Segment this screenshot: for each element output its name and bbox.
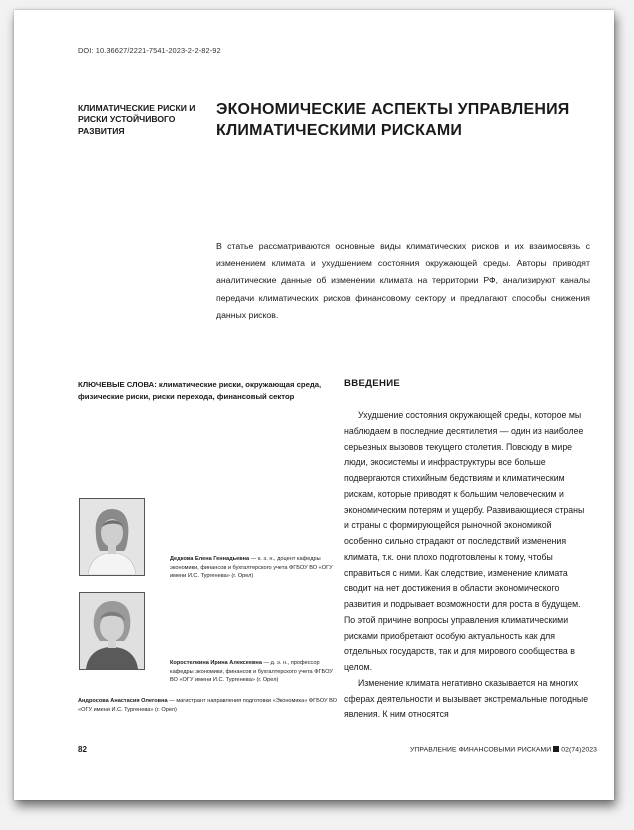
journal-footer	[410, 746, 597, 754]
keywords: КЛЮЧЕВЫЕ СЛОВА: климатические риски, окружающая среда, физические риски, риски перехода, финансовый сектор	[78, 380, 322, 401]
paragraph: Изменение климата негативно сказывается на многих сферах деятельности и вызывает экстремальные погодные явления. К ним относятся	[344, 677, 589, 720]
portrait-icon	[80, 593, 144, 669]
section-heading: ВВЕДЕНИЕ	[344, 378, 401, 389]
square-separator-icon	[553, 746, 559, 752]
author-name: Дедкова Елена Геннадьевна	[170, 556, 250, 562]
author-name: Коростелкина Ирина Алексеевна	[170, 660, 262, 666]
abstract-text: В статье рассматриваются основные виды климатических рисков и их взаимосвязь с изменением климата и ухудшением состояния окружающей среды. Авторы приводят аналитические данные об изменении климата на территории РФ, анализируют каналы передачи климатических рисков финансовому сектору и предлагают способы снижения данных рисков.	[216, 241, 590, 320]
page-number: 82	[78, 745, 87, 754]
journal-name: УПРАВЛЕНИЕ ФИНАНСОВЫМИ РИСКАМИ	[410, 746, 552, 754]
author-photo	[79, 592, 145, 670]
journal-issue: 02(74)2023	[561, 746, 598, 754]
rubric-heading: КЛИМАТИЧЕСКИЕ РИСКИ И РИСКИ УСТОЙЧИВОГО РАЗВИТИЯ	[78, 103, 196, 136]
author-name: Андросова Анастасия Олеговна	[78, 698, 168, 704]
journal-page	[14, 10, 614, 800]
author-details: — магистрант направления подготовки «Экономика» ФГБОУ ВО «ОГУ имени И.С. Тургенева» (г. Орел)	[78, 698, 337, 713]
author-1	[170, 555, 340, 581]
author-details: — д. э. н., профессор кафедры экономики, финансов и бухгалтерского учета ФГБОУ ВО «ОГУ имени И.С. Тургенева» (г. Орел)	[170, 660, 333, 684]
abstract	[216, 238, 590, 324]
doi-line: DOI: 10.36627/2221-7541-2023-2-2-82-92	[78, 46, 221, 55]
article-title: ЭКОНОМИЧЕСКИЕ АСПЕКТЫ УПРАВЛЕНИЯ КЛИМАТИЧЕСКИМИ РИСКАМИ	[216, 101, 570, 139]
intro-text	[344, 408, 590, 723]
portrait-icon	[80, 499, 144, 575]
paragraph: Ухудшение состояния окружающей среды, которое мы наблюдаем в последние десятилетия — один из наиболее серьезных вызовов текущего столетия. Повсюду в мире люди, экосистемы и инфраструктуры все больше подвергаются стихийным бедствиям и климатическим рискам, которые приводят к большим человеческим и экономическим потерям и ущербу. Развивающиеся страны и страны с формирующейся рыночной экономикой особенно сильно страдают от последствий изменения климата, т.к. они плохо подготовлены к тому, чтобы справиться с ними. Как следствие, изменение климата сводит на нет достижения в области экономического развития и подрывает возможности для роста в будущем. По этой причине вопросы управления климатическими рисками приобретают особую актуальность как для отдельных государств, так и для мирового сообщества в целом.	[344, 410, 585, 672]
author-details: — к. э. н., доцент кафедры экономики, финансов и бухгалтерского учета ФГБОУ ВО «ОГУ имени И.С. Тургенева» (г. Орел)	[170, 556, 333, 580]
author-2	[170, 659, 340, 685]
author-photo	[79, 498, 145, 576]
author-3	[78, 697, 340, 714]
